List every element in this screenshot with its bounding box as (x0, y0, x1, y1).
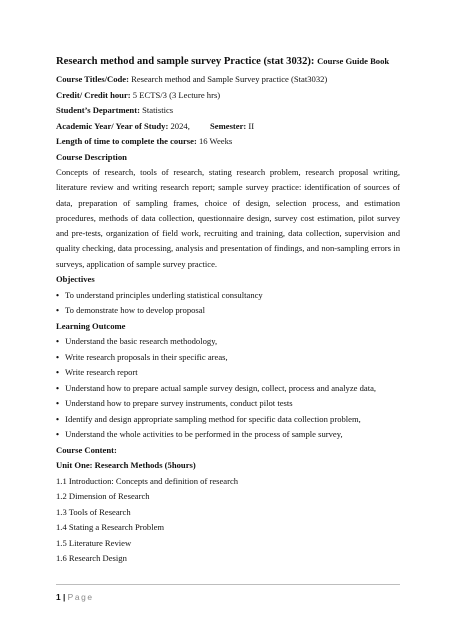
unit-title: Unit One: Research Methods (5hours) (56, 460, 196, 471)
department-line (56, 103, 400, 119)
footer-divider (56, 584, 400, 585)
outcome-item: • Understand the whole activities to be performed in the process of sample survey, (56, 427, 400, 443)
topic-item: 1.3 Tools of Research (56, 506, 131, 517)
outcome-item: • Write research report (56, 365, 400, 381)
topic-item: 1.2 Dimension of Research (56, 491, 150, 502)
department-value: Statistics (142, 105, 174, 115)
title-subtitle: Course Guide Book (317, 56, 390, 66)
objective-item: • To understand principles underling statistical consultancy (56, 288, 400, 304)
page-number: 1 (56, 592, 61, 602)
bullet-icon: • (56, 305, 60, 316)
course-code-line (56, 72, 400, 88)
bullet-icon: • (56, 429, 60, 440)
duration-line (56, 134, 400, 150)
description-text: Concepts of research, tools of research, stating research problem, research proposal writing, literature review and writing research report; sample survey practice: identification of sources of data, preparation of sampling frames, choice of design, selection process, and estimation procedures, methods of data collection, questionnaire design, survey cost estimation, pilot survey and pre-tests, organization of field work, recruiting and training, data collection, supervision and quality checking, data processing, analysis and presentation of findings, and non-sampling errors in surveys, application of sample survey practice. (56, 167, 400, 269)
duration-value: 16 Weeks (198, 136, 233, 146)
objective-item: • To demonstrate how to develop proposal (56, 303, 400, 319)
bullet-icon: • (56, 336, 60, 347)
department-label: Student’s Department: (56, 105, 140, 115)
page-word: Page (67, 592, 94, 602)
page-separator: | (63, 592, 66, 602)
course-content-heading: Course Content: (56, 444, 117, 455)
document-title (56, 54, 400, 69)
bullet-icon: • (56, 382, 60, 393)
topic-item: 1.1 Introduction: Concepts and definition of research (56, 475, 239, 486)
bullet-icon: • (56, 398, 60, 409)
topic-item: 1.6 Research Design (56, 553, 127, 564)
credit-label: Credit/ Credit hour: (56, 89, 131, 100)
outcome-item: • Understand how to prepare survey instruments, conduct pilot tests (56, 396, 400, 412)
bullet-icon: • (56, 289, 60, 300)
page-footer (56, 592, 94, 602)
course-code-label: Course Titles/Code: (56, 74, 129, 84)
outcome-item: • Understand the basic research methodology, (56, 334, 400, 350)
bullet-icon: • (56, 413, 60, 424)
bullet-icon: • (56, 367, 60, 378)
duration-label: Length of time to complete the course: (56, 136, 197, 146)
course-code-value: Research method and Sample Survey practice (Stat3032) (131, 74, 328, 84)
outcome-item: • Understand how to prepare actual sample survey design, collect, process and analyze data, (56, 381, 400, 397)
document-body (56, 54, 400, 567)
academic-year-line (56, 119, 400, 135)
semester-label: Semester: (210, 120, 247, 131)
description-heading: Course Description (56, 151, 127, 162)
academic-year-label: Academic Year/ Year of Study: (56, 120, 169, 131)
credit-line (56, 88, 400, 104)
objectives-heading: Objectives (56, 274, 95, 285)
credit-value: 5 ECTS/3 (3 Lecture hrs) (132, 89, 221, 100)
semester-value: II (248, 120, 255, 131)
academic-year-value: 2024, (170, 120, 190, 131)
topic-item: 1.4 Stating a Research Problem (56, 522, 165, 533)
outcome-item: • Write research proposals in their specific areas, (56, 350, 400, 366)
title-main: Research method and sample survey Practice (stat 3032): (56, 56, 315, 67)
topic-item: 1.5 Literature Review (56, 537, 132, 548)
bullet-icon: • (56, 351, 60, 362)
learning-outcome-heading: Learning Outcome (56, 320, 126, 331)
outcome-item: • Identify and design appropriate sampling method for specific data collection problem, (56, 412, 400, 428)
